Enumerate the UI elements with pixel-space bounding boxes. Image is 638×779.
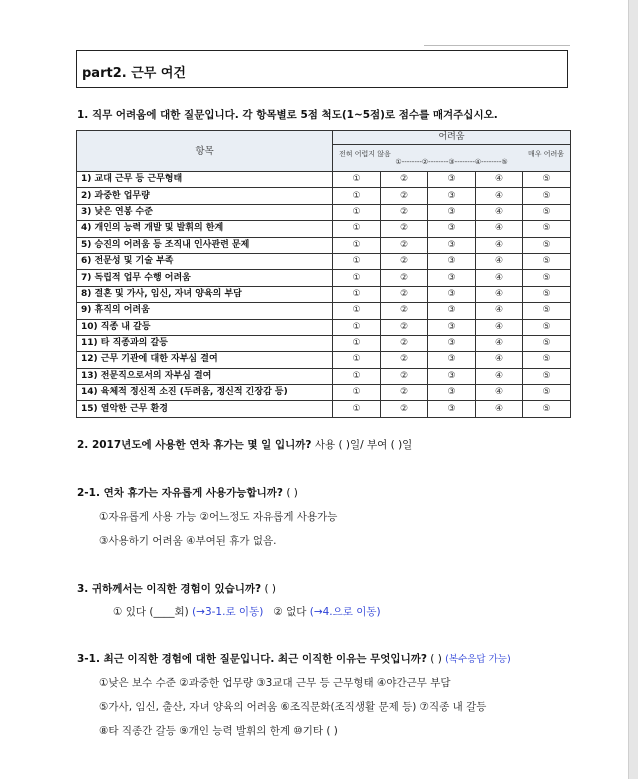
question-2-1-options-line1[interactable]: ①자유롭게 사용 가능 ②어느정도 자유롭게 사용가능 bbox=[99, 511, 338, 523]
table-row bbox=[77, 352, 571, 368]
rating-option[interactable]: ① bbox=[333, 401, 381, 417]
table-row bbox=[77, 172, 571, 188]
rating-option[interactable]: ② bbox=[381, 385, 428, 401]
rating-option[interactable]: ② bbox=[381, 237, 428, 253]
rating-option[interactable]: ⑤ bbox=[523, 303, 571, 319]
rating-option[interactable]: ① bbox=[333, 385, 381, 401]
item-label: 7) 독립적 업무 수행 어려움 bbox=[77, 270, 333, 286]
rating-option[interactable]: ① bbox=[333, 352, 381, 368]
difficulty-table bbox=[76, 130, 571, 418]
question-3-1-options-line3[interactable]: ⑧타 직종간 갈등 ⑨개인 능력 발휘의 한계 ⑩기타 ( ) bbox=[99, 725, 338, 737]
rating-option[interactable]: ⑤ bbox=[523, 237, 571, 253]
question-3-1-blank[interactable]: ( ) bbox=[430, 653, 442, 665]
table-row bbox=[77, 253, 571, 269]
table-row bbox=[77, 335, 571, 351]
rating-option[interactable]: ① bbox=[333, 303, 381, 319]
rating-option[interactable]: ④ bbox=[476, 204, 523, 220]
scale-legend bbox=[333, 145, 571, 172]
item-label: 9) 휴직의 어려움 bbox=[77, 303, 333, 319]
header-rule bbox=[424, 45, 570, 46]
rating-option[interactable]: ② bbox=[381, 352, 428, 368]
rating-option[interactable]: ⑤ bbox=[523, 172, 571, 188]
scale-right-label: 매우 어려움 bbox=[528, 150, 565, 158]
rating-option[interactable]: ③ bbox=[428, 368, 476, 384]
rating-option[interactable]: ② bbox=[381, 286, 428, 302]
question-2 bbox=[77, 437, 412, 452]
item-label: 2) 과중한 업무량 bbox=[77, 188, 333, 204]
rating-option[interactable]: ② bbox=[381, 221, 428, 237]
question-2-title: 2. 2017년도에 사용한 연차 휴가는 몇 일 입니까? bbox=[77, 439, 312, 451]
rating-option[interactable]: ① bbox=[333, 204, 381, 220]
part-title-box bbox=[76, 50, 568, 88]
rating-option[interactable]: ④ bbox=[476, 172, 523, 188]
item-label: 4) 개인의 능력 개발 및 발휘의 한계 bbox=[77, 221, 333, 237]
question-3-1-options-line1[interactable]: ①낮은 보수 수준 ②과중한 업무량 ③3교대 근무 등 근무형태 ④야간근무 부담 bbox=[99, 677, 451, 689]
rating-option[interactable]: ② bbox=[381, 335, 428, 351]
rating-option[interactable]: ③ bbox=[428, 335, 476, 351]
rating-option[interactable]: ② bbox=[381, 188, 428, 204]
rating-option[interactable]: ② bbox=[381, 204, 428, 220]
rating-option[interactable]: ③ bbox=[428, 319, 476, 335]
rating-option[interactable]: ④ bbox=[476, 319, 523, 335]
rating-option[interactable]: ③ bbox=[428, 352, 476, 368]
rating-option[interactable]: ③ bbox=[428, 221, 476, 237]
rating-option[interactable]: ② bbox=[381, 401, 428, 417]
question-1 bbox=[77, 107, 498, 122]
rating-option[interactable]: ④ bbox=[476, 188, 523, 204]
table-row bbox=[77, 270, 571, 286]
rating-option[interactable]: ① bbox=[333, 172, 381, 188]
item-label: 3) 낮은 연봉 수준 bbox=[77, 204, 333, 220]
table-row bbox=[77, 401, 571, 417]
rating-option[interactable]: ③ bbox=[428, 188, 476, 204]
rating-option[interactable]: ⑤ bbox=[523, 221, 571, 237]
table-row bbox=[77, 303, 571, 319]
scale-left-label: 전혀 어렵지 않음 bbox=[339, 150, 391, 158]
rating-option[interactable]: ④ bbox=[476, 303, 523, 319]
table-row bbox=[77, 286, 571, 302]
difficulty-table-body bbox=[77, 172, 571, 418]
scale-line: ①--------②--------③--------④--------⑤ bbox=[395, 158, 508, 166]
table-row bbox=[77, 204, 571, 220]
rating-option[interactable]: ② bbox=[381, 303, 428, 319]
rating-option[interactable]: ④ bbox=[476, 270, 523, 286]
rating-option[interactable]: ④ bbox=[476, 368, 523, 384]
item-label: 15) 열악한 근무 환경 bbox=[77, 401, 333, 417]
rating-option[interactable]: ④ bbox=[476, 385, 523, 401]
item-label: 6) 전문성 및 기술 부족 bbox=[77, 253, 333, 269]
rating-option[interactable]: ③ bbox=[428, 253, 476, 269]
question-3-1-title: 3-1. 최근 이직한 경험에 대한 질문입니다. 최근 이직한 이유는 무엇입니까? bbox=[77, 653, 427, 665]
question-3 bbox=[77, 581, 276, 596]
question-2-1-options-line2[interactable]: ③사용하기 어려움 ④부여된 휴가 없음. bbox=[99, 535, 277, 547]
rating-option[interactable]: ⑤ bbox=[523, 253, 571, 269]
rating-option[interactable]: ⑤ bbox=[523, 401, 571, 417]
rating-option[interactable]: ④ bbox=[476, 335, 523, 351]
table-row bbox=[77, 319, 571, 335]
rating-option[interactable]: ① bbox=[333, 286, 381, 302]
rating-option[interactable]: ④ bbox=[476, 253, 523, 269]
item-label: 5) 승진의 어려움 등 조직내 인사관련 문제 bbox=[77, 237, 333, 253]
rating-option[interactable]: ① bbox=[333, 253, 381, 269]
question-3-title: 3. 귀하께서는 이직한 경험이 있습니까? bbox=[77, 583, 262, 595]
option-no[interactable]: ② 없다 bbox=[273, 606, 307, 618]
rating-option[interactable]: ② bbox=[381, 270, 428, 286]
rating-option[interactable]: ② bbox=[381, 368, 428, 384]
rating-option[interactable]: ⑤ bbox=[523, 286, 571, 302]
rating-option[interactable]: ② bbox=[381, 319, 428, 335]
rating-option[interactable]: ③ bbox=[428, 385, 476, 401]
rating-option[interactable]: ⑤ bbox=[523, 335, 571, 351]
rating-option[interactable]: ⑤ bbox=[523, 319, 571, 335]
rating-option[interactable]: ④ bbox=[476, 286, 523, 302]
scroll-gutter[interactable] bbox=[629, 0, 638, 779]
rating-option[interactable]: ③ bbox=[428, 237, 476, 253]
rating-option[interactable]: ⑤ bbox=[523, 352, 571, 368]
item-label: 12) 근무 기관에 대한 자부심 결여 bbox=[77, 352, 333, 368]
rating-option[interactable]: ④ bbox=[476, 237, 523, 253]
header-scale: 어려움 bbox=[333, 131, 571, 145]
part-title: part2. 근무 여건 bbox=[82, 66, 186, 81]
rating-option[interactable]: ① bbox=[333, 335, 381, 351]
rating-option[interactable]: ① bbox=[333, 368, 381, 384]
item-label: 1) 교대 근무 등 근무형태 bbox=[77, 172, 333, 188]
rating-option[interactable]: ② bbox=[381, 172, 428, 188]
rating-option[interactable]: ① bbox=[333, 270, 381, 286]
rating-option[interactable]: ④ bbox=[476, 352, 523, 368]
rating-option[interactable]: ① bbox=[333, 221, 381, 237]
question-2-1-blank[interactable]: ( ) bbox=[286, 487, 298, 499]
rating-option[interactable]: ④ bbox=[476, 401, 523, 417]
header-item: 항목 bbox=[77, 131, 333, 172]
table-row bbox=[77, 385, 571, 401]
item-label: 14) 육체적 정신적 소진 (두려움, 정신적 긴장감 등) bbox=[77, 385, 333, 401]
question-2-1 bbox=[77, 485, 298, 500]
rating-option[interactable]: ③ bbox=[428, 204, 476, 220]
question-3-1 bbox=[77, 651, 511, 666]
rating-option[interactable]: ② bbox=[381, 253, 428, 269]
rating-option[interactable]: ③ bbox=[428, 303, 476, 319]
option-yes[interactable]: ① 있다 (____회) bbox=[113, 606, 189, 618]
rating-option[interactable]: ① bbox=[333, 319, 381, 335]
rating-option[interactable]: ⑤ bbox=[523, 188, 571, 204]
question-3-1-options-line2[interactable]: ⑤가사, 임신, 출산, 자녀 양육의 어려움 ⑥조직문화(조직생활 문제 등) ⑦직종 내 갈등 bbox=[99, 701, 487, 713]
option-yes-link[interactable]: (→3-1.로 이동) bbox=[192, 606, 264, 618]
rating-option[interactable]: ④ bbox=[476, 221, 523, 237]
rating-option[interactable]: ③ bbox=[428, 286, 476, 302]
rating-option[interactable]: ① bbox=[333, 188, 381, 204]
item-label: 11) 타 직종과의 갈등 bbox=[77, 335, 333, 351]
item-label: 10) 직종 내 갈등 bbox=[77, 319, 333, 335]
question-2-answer[interactable]: 사용 ( )일/ 부여 ( )일 bbox=[314, 439, 413, 451]
item-label: 13) 전문직으로서의 자부심 결여 bbox=[77, 368, 333, 384]
question-2-1-title: 2-1. 연차 휴가는 자유롭게 사용가능합니까? bbox=[77, 487, 283, 499]
rating-option[interactable]: ⑤ bbox=[523, 385, 571, 401]
item-label: 8) 결혼 및 가사, 임신, 자녀 양육의 부담 bbox=[77, 286, 333, 302]
rating-option[interactable]: ③ bbox=[428, 270, 476, 286]
table-row bbox=[77, 221, 571, 237]
question-3-1-note: (복수응답 가능) bbox=[445, 654, 511, 665]
table-row bbox=[77, 368, 571, 384]
rating-option[interactable]: ① bbox=[333, 237, 381, 253]
question-1-title: 1. 직무 어려움에 대한 질문입니다. 각 항목별로 5점 척도(1~5점)로 점수를 매겨주십시오. bbox=[77, 109, 498, 121]
table-row bbox=[77, 188, 571, 204]
rating-option[interactable]: ⑤ bbox=[523, 368, 571, 384]
rating-option[interactable]: ③ bbox=[428, 401, 476, 417]
table-row bbox=[77, 237, 571, 253]
rating-option[interactable]: ③ bbox=[428, 172, 476, 188]
rating-option[interactable]: ⑤ bbox=[523, 204, 571, 220]
question-3-blank[interactable]: ( ) bbox=[264, 583, 277, 595]
rating-option[interactable]: ⑤ bbox=[523, 270, 571, 286]
question-3-options bbox=[113, 604, 381, 619]
option-no-link[interactable]: (→4.으로 이동) bbox=[309, 606, 381, 618]
